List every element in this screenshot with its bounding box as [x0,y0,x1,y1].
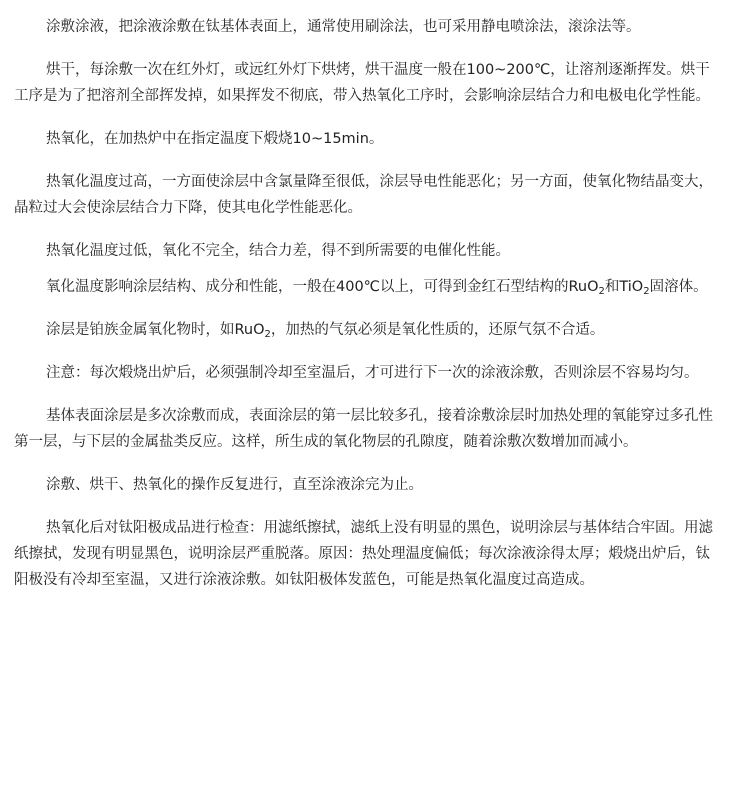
paragraph-low-temperature: 热氧化温度过低，氧化不完全，结合力差，得不到所需要的电催化性能。 [46,243,510,259]
subscript: 2 [264,329,271,340]
paragraph-oxidation-temperature [14,274,716,300]
paragraph-thermal-oxidation: 热氧化，在加热炉中在指定温度下煅烧10~15min。 [46,131,384,147]
paragraph-atmosphere [14,317,716,343]
paragraph-high-temperature: 热氧化温度过高，一方面使涂层中含氯量降至很低，涂层导电性能恶化；另一方面，使氧化物结晶变大，晶粒过大会使涂层结合力下降，使其电化学性能恶化。 [14,174,713,216]
paragraph-repeat: 涂敷、烘干、热氧化的操作反复进行，直至涂液涂完为止。 [46,477,423,493]
paragraph-coating: 涂敷涂液，把涂液涂敷在钛基体表面上，通常使用刷涂法，也可采用静电喷涂法，滚涂法等。 [46,19,641,35]
subscript: 2 [598,286,605,297]
text-segment: 涂层是铂族金属氧化物时，如RuO [46,322,265,338]
paragraph-inspection: 热氧化后对钛阳极成品进行检查：用滤纸擦拭，滤纸上没有明显的黑色，说明涂层与基体结合牢固。用滤纸擦拭，发现有明显黑色，说明涂层严重脱落。原因：热处理温度偏低；每次涂液涂得太厚；煅烧出炉后，钛阳极没有冷却至室温，又进行涂液涂敷。如钛阳极体发蓝色，可能是热氧化温度过高造成。 [14,520,713,588]
paragraph-drying: 烘干，每涂敷一次在红外灯，或远红外灯下烘烤，烘干温度一般在100~200℃，让溶剂逐渐挥发。烘干工序是为了把溶剂全部挥发掉，如果挥发不彻底，带入热氧化工序时，会影响涂层结合力和电极电化学性能。 [14,62,710,104]
text-segment: 氧化温度影响涂层结构、成分和性能，一般在400℃以上，可得到金红石型结构的RuO [46,279,599,295]
text-segment: ，加热的气氛必须是氧化性质的，还原气氛不合适。 [270,322,605,338]
subscript: 2 [643,286,650,297]
text-segment: 和TiO [604,279,644,295]
paragraph-note: 注意：每次煅烧出炉后，必须强制冷却至室温后，才可进行下一次的涂液涂敷，否则涂层不容易均匀。 [46,365,699,381]
text-segment: 固溶体。 [649,279,708,295]
paragraph-multilayer: 基体表面涂层是多次涂敷而成，表面涂层的第一层比较多孔，接着涂敷涂层时加热处理的氧能穿过多孔性第一层，与下层的金属盐类反应。这样，所生成的氧化物层的孔隙度，随着涂敷次数增加而减小。 [14,408,713,450]
